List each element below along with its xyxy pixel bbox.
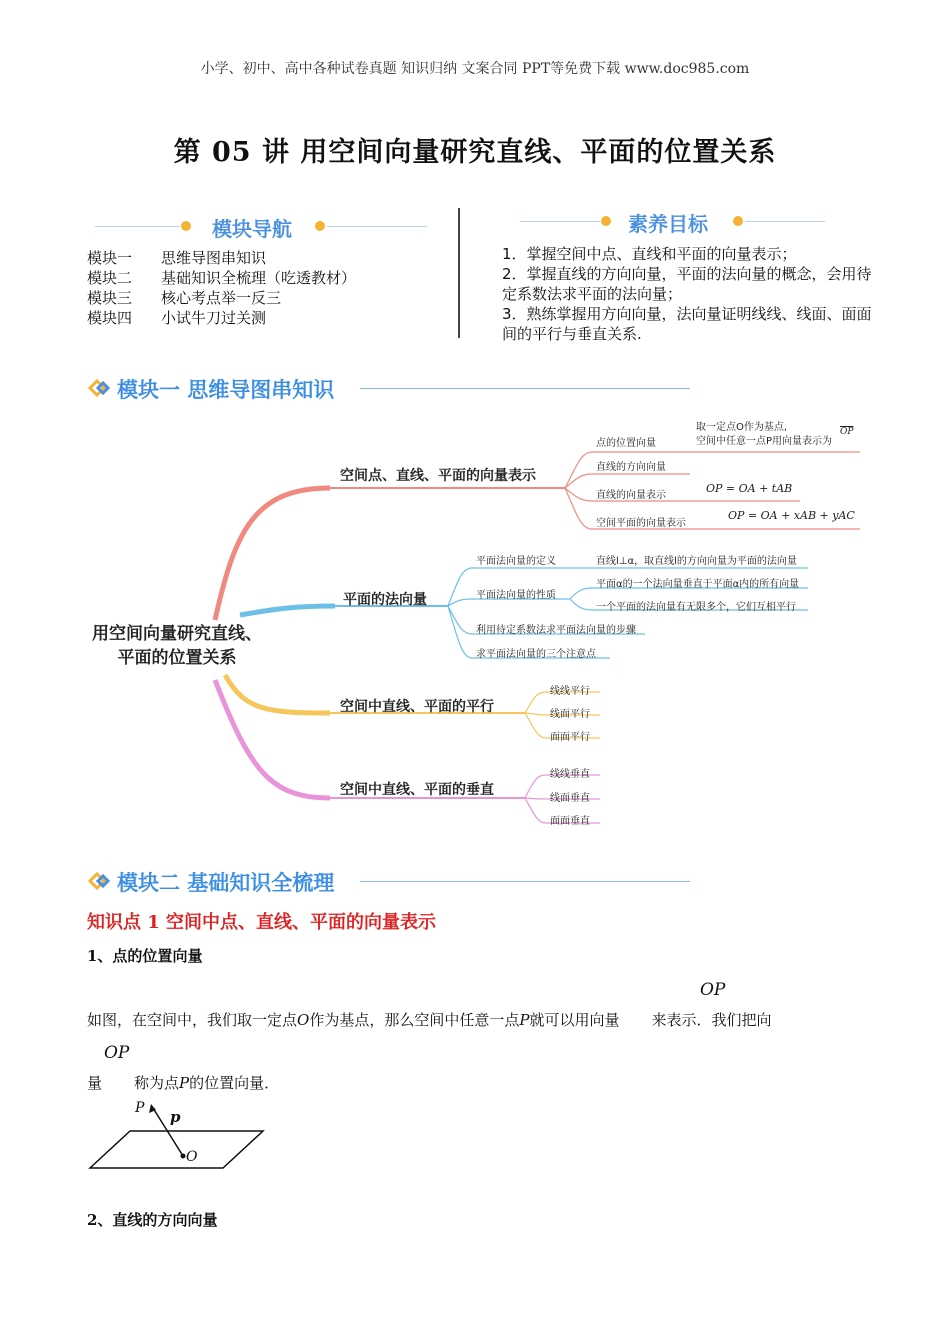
mindmap-note: 取一定点O作为基点, xyxy=(696,422,788,433)
mindmap-leaf: 直线的向量表示 xyxy=(596,490,666,501)
mindmap-op: $\overline{OP}$ xyxy=(840,427,854,437)
vector-op-above: OP xyxy=(104,1043,130,1063)
goal-item: 3．熟练掌握用方向向量，法向量证明线线、线面、面面间的平行与垂直关系. xyxy=(502,305,872,343)
mindmap-leaf: 平面法向量的性质 xyxy=(476,590,556,601)
nav-line-right xyxy=(327,226,427,227)
mindmap-leaf: 线线平行 xyxy=(550,686,590,697)
mindmap-branch-3: 空间中直线、平面的平行 xyxy=(340,699,494,715)
nav-item[interactable]: 模块四 小试牛刀过关测 xyxy=(87,309,267,327)
paragraph-line-1: 如图，在空间中，我们取一定点O作为基点，那么空间中任意一点P就可以用向量 来表示．我们把向 xyxy=(87,1011,772,1029)
module-diamond-icon xyxy=(88,871,112,891)
column-divider xyxy=(458,208,460,338)
figure-label-P: P xyxy=(135,1100,145,1116)
mindmap-branch-1: 空间点、直线、平面的向量表示 xyxy=(340,468,536,484)
mindmap-note: 直线l⊥α，取直线l的方向向量为平面的法向量 xyxy=(596,556,797,567)
mindmap-branch-4: 空间中直线、平面的垂直 xyxy=(340,782,494,798)
figure-label-p: p xyxy=(170,1108,181,1126)
mindmap-leaf: 平面法向量的定义 xyxy=(476,556,556,567)
page-title: 第 05 讲 用空间向量研究直线、平面的位置关系 xyxy=(173,137,777,168)
section-heading: 2、直线的方向向量 xyxy=(87,1211,218,1229)
mindmap-leaf: 线线垂直 xyxy=(550,769,590,780)
mindmap-leaf: 直线的方向向量 xyxy=(596,462,666,473)
goals-dot-left xyxy=(601,216,611,226)
nav-dot-left xyxy=(181,221,191,231)
nav-item[interactable]: 模块二 基础知识全梳理（吃透教材） xyxy=(87,269,357,287)
module-diamond-icon xyxy=(88,378,112,398)
goals-line-left xyxy=(520,221,600,222)
goals-dot-right xyxy=(733,216,743,226)
module2-line xyxy=(360,881,690,882)
nav-title: 模块导航 xyxy=(212,217,292,241)
mindmap-leaf: 求平面法向量的三个注意点 xyxy=(476,649,596,660)
knowledge-point-title: 知识点 1 空间中点、直线、平面的向量表示 xyxy=(87,912,437,933)
nav-item[interactable]: 模块一 思维导图串知识 xyxy=(87,249,267,267)
mindmap-leaf: 面面平行 xyxy=(550,732,590,743)
section-heading: 1、点的位置向量 xyxy=(87,947,203,965)
mindmap-note: 一个平面的法向量有无限多个，它们互相平行 xyxy=(596,602,796,613)
mindmap-leaf: 点的位置向量 xyxy=(596,438,656,449)
goals-line-right xyxy=(745,221,825,222)
mindmap-note: 平面α的一个法向量垂直于平面α内的所有向量 xyxy=(596,579,800,590)
vector-op-above: OP xyxy=(700,980,726,1000)
nav-item[interactable]: 模块三 核心考点举一反三 xyxy=(87,289,282,307)
nav-line-left xyxy=(95,226,180,227)
goal-item: 2．掌握直线的方向向量，平面的法向量的概念，会用待定系数法求平面的法向量； xyxy=(502,265,872,303)
mindmap-leaf: 线面平行 xyxy=(550,709,590,720)
mindmap-leaf: 线面垂直 xyxy=(550,793,590,804)
mindmap-leaf: 面面垂直 xyxy=(550,816,590,827)
figure-label-O: O xyxy=(186,1149,198,1165)
mindmap-note: 空间中任意一点P用向量表示为 xyxy=(696,436,833,447)
mindmap-leaf: 空间平面的向量表示 xyxy=(596,518,686,529)
module1-title: 模块一 思维导图串知识 xyxy=(117,378,335,402)
nav-dot-right xyxy=(315,221,325,231)
site-header: 小学、初中、高中各种试卷真题 知识归纳 文案合同 PPT等免费下载 www.doc985.com xyxy=(200,61,750,77)
goals-title: 素养目标 xyxy=(628,212,708,236)
goals-list xyxy=(502,244,872,344)
paragraph-line-2: 量 称为点P的位置向量． xyxy=(87,1074,280,1092)
nav-list xyxy=(87,248,356,328)
module2-title: 模块二 基础知识全梳理 xyxy=(117,871,335,895)
mindmap-formula: OP = OA + xAB + yAC xyxy=(728,509,855,522)
mindmap-leaf: 利用待定系数法求平面法向量的步骤 xyxy=(476,625,636,636)
goal-item: 1．掌握空间中点、直线和平面的向量表示； xyxy=(502,245,797,263)
module1-line xyxy=(360,388,690,389)
mindmap-center: 用空间向量研究直线、 平面的位置关系 xyxy=(92,624,262,668)
mindmap-formula: OP = OA + tAB xyxy=(706,482,793,495)
mindmap-branch-2: 平面的法向量 xyxy=(343,592,427,608)
